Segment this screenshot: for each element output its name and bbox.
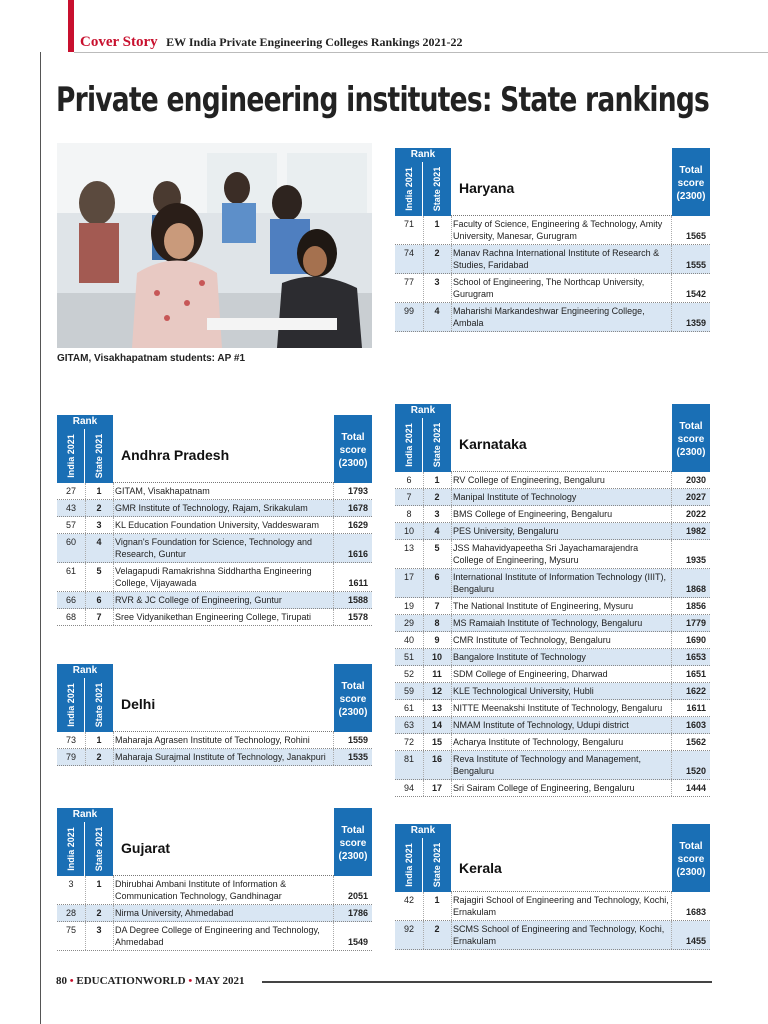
total-score: 2022 bbox=[685, 509, 706, 519]
total-score: 1444 bbox=[685, 783, 706, 793]
state-rank: 5 bbox=[434, 543, 440, 553]
total-score: 1622 bbox=[685, 686, 706, 696]
india-2021-header: India 2021 bbox=[395, 418, 423, 472]
section-name: Cover Story bbox=[80, 34, 158, 50]
state-name: Gujarat bbox=[121, 840, 171, 856]
total-score: 1565 bbox=[685, 231, 706, 241]
footer-separator: • bbox=[188, 975, 193, 987]
total-score: 1856 bbox=[685, 601, 706, 611]
state-rank: 2 bbox=[434, 924, 440, 934]
rank-header: Rank bbox=[395, 404, 451, 418]
total-score-header: Total score (2300) bbox=[672, 404, 710, 472]
total-score-header: Total score (2300) bbox=[672, 148, 710, 216]
section-header bbox=[80, 33, 463, 51]
india-rank: 75 bbox=[65, 925, 76, 935]
header-rule bbox=[74, 52, 768, 53]
table-row bbox=[395, 569, 710, 598]
table-body bbox=[57, 732, 372, 766]
table-header bbox=[395, 838, 710, 892]
state-rank: 3 bbox=[434, 277, 440, 287]
state-rank: 1 bbox=[434, 475, 440, 485]
rank-header: Rank bbox=[57, 664, 113, 678]
state-name: Haryana bbox=[459, 180, 515, 196]
institute-name: Bangalore Institute of Technology bbox=[453, 652, 586, 662]
table-row bbox=[395, 274, 710, 303]
state-rank: 3 bbox=[96, 520, 102, 530]
institute-name: Rajagiri School of Engineering and Technology, Kochi, Ernakulam bbox=[453, 895, 669, 917]
india-rank: 40 bbox=[403, 635, 414, 645]
total-score: 1542 bbox=[685, 289, 706, 299]
table-row bbox=[57, 500, 372, 517]
header-accent-bar bbox=[68, 0, 74, 52]
state-rank: 6 bbox=[96, 595, 102, 605]
rank-header: Rank bbox=[57, 808, 113, 822]
total-score-header: Total score (2300) bbox=[672, 824, 710, 892]
institute-name: KL Education Foundation University, Vaddeswaram bbox=[115, 520, 319, 530]
state-2021-header: State 2021 bbox=[85, 822, 113, 876]
institute-name: MS Ramaiah Institute of Technology, Bengaluru bbox=[453, 618, 643, 628]
total-score: 1555 bbox=[685, 260, 706, 270]
institute-name: Manipal Institute of Technology bbox=[453, 492, 577, 502]
total-score: 1562 bbox=[685, 737, 706, 747]
state-rank: 1 bbox=[96, 486, 102, 496]
total-score: 1603 bbox=[685, 720, 706, 730]
state-rank: 13 bbox=[431, 703, 442, 713]
total-score: 1559 bbox=[347, 735, 368, 745]
state-rank: 10 bbox=[431, 652, 442, 662]
total-score: 1690 bbox=[685, 635, 706, 645]
magazine-name: EDUCATIONWORLD bbox=[76, 975, 186, 987]
footer-separator: • bbox=[69, 975, 74, 987]
table-row bbox=[57, 905, 372, 922]
india-rank: 19 bbox=[403, 601, 414, 611]
institute-name: Reva Institute of Technology and Management, Bengaluru bbox=[453, 754, 641, 776]
rank-header: Rank bbox=[57, 415, 113, 429]
india-rank: 57 bbox=[65, 520, 76, 530]
institute-name: School of Engineering, The Northcap University, Gurugram bbox=[453, 277, 645, 299]
india-rank: 73 bbox=[65, 735, 76, 745]
total-score: 1653 bbox=[685, 652, 706, 662]
institute-name: Vignan's Foundation for Science, Technology and Research, Guntur bbox=[115, 537, 313, 559]
india-rank: 74 bbox=[403, 248, 414, 258]
state-name: Andhra Pradesh bbox=[121, 447, 230, 463]
institute-name: Maharishi Markandeshwar Engineering College, Ambala bbox=[453, 306, 645, 328]
table-row bbox=[395, 472, 710, 489]
institute-name: SDM College of Engineering, Dharwad bbox=[453, 669, 608, 679]
state-rank: 9 bbox=[434, 635, 440, 645]
state-name: Kerala bbox=[459, 860, 502, 876]
india-rank: 43 bbox=[65, 503, 76, 513]
table-row bbox=[395, 683, 710, 700]
table-header bbox=[395, 162, 710, 216]
india-rank: 79 bbox=[65, 752, 76, 762]
india-rank: 63 bbox=[403, 720, 414, 730]
state-rank: 2 bbox=[434, 492, 440, 502]
table-row bbox=[57, 592, 372, 609]
state-rank: 14 bbox=[431, 720, 442, 730]
table-header bbox=[395, 418, 710, 472]
total-score: 1455 bbox=[685, 936, 706, 946]
india-rank: 29 bbox=[403, 618, 414, 628]
india-rank: 6 bbox=[406, 475, 412, 485]
table-row bbox=[57, 749, 372, 766]
state-rank: 7 bbox=[96, 612, 102, 622]
rank-header: Rank bbox=[395, 824, 451, 838]
table-row bbox=[395, 540, 710, 569]
state-rank: 2 bbox=[434, 248, 440, 258]
total-score: 1683 bbox=[685, 907, 706, 917]
institute-name: KLE Technological University, Hubli bbox=[453, 686, 594, 696]
table-body bbox=[57, 876, 372, 951]
total-score: 2027 bbox=[685, 492, 706, 502]
table-body bbox=[395, 892, 710, 950]
institute-name: GMR Institute of Technology, Rajam, Srikakulam bbox=[115, 503, 308, 513]
table-header bbox=[57, 429, 372, 483]
table-row bbox=[57, 732, 372, 749]
india-rank: 42 bbox=[403, 895, 414, 905]
india-rank: 52 bbox=[403, 669, 414, 679]
state-rank: 1 bbox=[96, 879, 102, 889]
total-score: 1935 bbox=[685, 555, 706, 565]
state-rank: 8 bbox=[434, 618, 440, 628]
state-rank: 12 bbox=[431, 686, 442, 696]
total-score: 1651 bbox=[685, 669, 706, 679]
india-rank: 61 bbox=[65, 566, 76, 576]
state-rank: 1 bbox=[434, 895, 440, 905]
table-header bbox=[57, 822, 372, 876]
table-row bbox=[395, 892, 710, 921]
table-body bbox=[395, 216, 710, 332]
total-score: 1982 bbox=[685, 526, 706, 536]
table-row bbox=[395, 751, 710, 780]
state-rank: 6 bbox=[434, 572, 440, 582]
institute-name: GITAM, Visakhapatnam bbox=[115, 486, 210, 496]
india-rank: 59 bbox=[403, 686, 414, 696]
india-rank: 17 bbox=[403, 572, 414, 582]
india-2021-header: India 2021 bbox=[395, 838, 423, 892]
state-rank: 4 bbox=[96, 537, 102, 547]
state-rank: 15 bbox=[431, 737, 442, 747]
institute-name: Velagapudi Ramakrishna Siddhartha Engineering College, Vijayawada bbox=[115, 566, 312, 588]
india-rank: 27 bbox=[65, 486, 76, 496]
india-rank: 10 bbox=[403, 526, 414, 536]
table-row bbox=[57, 609, 372, 626]
classroom-illustration bbox=[57, 143, 372, 348]
india-rank: 99 bbox=[403, 306, 414, 316]
institute-name: Sri Sairam College of Engineering, Bengaluru bbox=[453, 783, 635, 793]
total-score: 1611 bbox=[686, 703, 706, 713]
total-score: 1549 bbox=[347, 937, 368, 947]
total-score: 1629 bbox=[347, 520, 368, 530]
table-row bbox=[395, 666, 710, 683]
total-score: 2030 bbox=[685, 475, 706, 485]
state-rank: 1 bbox=[96, 735, 102, 745]
total-score: 1535 bbox=[347, 752, 368, 762]
state-rank: 17 bbox=[431, 783, 442, 793]
state-rank: 7 bbox=[434, 601, 440, 611]
table-body bbox=[57, 483, 372, 626]
institute-name: PES University, Bengaluru bbox=[453, 526, 559, 536]
table-row bbox=[395, 245, 710, 274]
table-row bbox=[395, 717, 710, 734]
india-rank: 8 bbox=[406, 509, 412, 519]
institute-name: The National Institute of Engineering, Mysuru bbox=[453, 601, 634, 611]
institute-name: RV College of Engineering, Bengaluru bbox=[453, 475, 605, 485]
state-rank: 4 bbox=[434, 306, 440, 316]
india-rank: 51 bbox=[403, 652, 414, 662]
india-rank: 77 bbox=[403, 277, 414, 287]
state-name: Delhi bbox=[121, 696, 156, 712]
table-row bbox=[395, 216, 710, 245]
table-row bbox=[57, 876, 372, 905]
section-subtitle: EW India Private Engineering Colleges Rankings 2021-22 bbox=[166, 35, 463, 49]
institute-name: JSS Mahavidyapeetha Sri Jayachamarajendra College of Engineering, Mysuru bbox=[453, 543, 639, 565]
total-score: 1578 bbox=[347, 612, 368, 622]
table-row bbox=[395, 598, 710, 615]
total-score-header: Total score (2300) bbox=[334, 808, 372, 876]
rank-header: Rank bbox=[395, 148, 451, 162]
state-2021-header: State 2021 bbox=[423, 838, 451, 892]
india-rank: 61 bbox=[403, 703, 414, 713]
table-row bbox=[395, 303, 710, 332]
state-rank: 3 bbox=[434, 509, 440, 519]
india-rank: 94 bbox=[403, 783, 414, 793]
total-score: 1588 bbox=[347, 595, 368, 605]
page-footer bbox=[56, 975, 245, 987]
institute-name: NITTE Meenakshi Institute of Technology, Bengaluru bbox=[453, 703, 663, 713]
table-row bbox=[395, 734, 710, 751]
state-rank: 3 bbox=[96, 925, 102, 935]
table-row bbox=[395, 632, 710, 649]
institute-name: DA Degree College of Engineering and Technology, Ahmedabad bbox=[115, 925, 320, 947]
institute-name: CMR Institute of Technology, Bengaluru bbox=[453, 635, 611, 645]
table-header bbox=[57, 678, 372, 732]
state-2021-header: State 2021 bbox=[423, 162, 451, 216]
state-name: Karnataka bbox=[459, 436, 527, 452]
institute-name: Acharya Institute of Technology, Bengaluru bbox=[453, 737, 624, 747]
institute-name: Maharaja Agrasen Institute of Technology, Rohini bbox=[115, 735, 310, 745]
total-score: 1779 bbox=[685, 618, 706, 628]
issue-date: MAY 2021 bbox=[194, 975, 245, 987]
state-rank: 1 bbox=[434, 219, 440, 229]
total-score: 1520 bbox=[685, 766, 706, 776]
table-body bbox=[395, 472, 710, 797]
institute-name: NMAM Institute of Technology, Udupi district bbox=[453, 720, 629, 730]
table-row bbox=[395, 489, 710, 506]
india-rank: 68 bbox=[65, 612, 76, 622]
page-margin-rule bbox=[40, 52, 41, 1024]
total-score: 1793 bbox=[347, 486, 368, 496]
total-score: 1611 bbox=[348, 578, 368, 588]
india-rank: 13 bbox=[403, 543, 414, 553]
institute-name: Manav Rachna International Institute of Research & Studies, Faridabad bbox=[453, 248, 660, 270]
india-rank: 66 bbox=[65, 595, 76, 605]
table-row bbox=[395, 615, 710, 632]
india-2021-header: India 2021 bbox=[57, 429, 85, 483]
india-2021-header: India 2021 bbox=[395, 162, 423, 216]
state-rank: 2 bbox=[96, 752, 102, 762]
india-rank: 92 bbox=[403, 924, 414, 934]
table-row bbox=[57, 922, 372, 951]
india-rank: 81 bbox=[403, 754, 414, 764]
state-rank: 4 bbox=[434, 526, 440, 536]
india-rank: 60 bbox=[65, 537, 76, 547]
table-row bbox=[395, 649, 710, 666]
table-row bbox=[57, 483, 372, 500]
page-title: Private engineering institutes: State rankings bbox=[56, 80, 710, 120]
india-rank: 7 bbox=[406, 492, 412, 502]
state-rank: 16 bbox=[431, 754, 442, 764]
total-score-header: Total score (2300) bbox=[334, 415, 372, 483]
table-row bbox=[57, 517, 372, 534]
total-score: 1678 bbox=[347, 503, 368, 513]
institute-name: BMS College of Engineering, Bengaluru bbox=[453, 509, 613, 519]
photo-caption: GITAM, Visakhapatnam students: AP #1 bbox=[57, 353, 246, 364]
institute-name: Faculty of Science, Engineering & Technology, Amity University, Manesar, Gurugram bbox=[453, 219, 663, 241]
total-score: 1868 bbox=[685, 584, 706, 594]
india-2021-header: India 2021 bbox=[57, 822, 85, 876]
india-rank: 72 bbox=[403, 737, 414, 747]
india-rank: 28 bbox=[65, 908, 76, 918]
table-row bbox=[57, 563, 372, 592]
institute-name: SCMS School of Engineering and Technology, Kochi, Ernakulam bbox=[453, 924, 665, 946]
total-score-header: Total score (2300) bbox=[334, 664, 372, 732]
table-row bbox=[395, 506, 710, 523]
footer-rule bbox=[262, 981, 712, 983]
institute-name: International Institute of Information Technology (IIIT), Bengaluru bbox=[453, 572, 666, 594]
table-row bbox=[395, 780, 710, 797]
total-score: 1616 bbox=[347, 549, 368, 559]
page-number: 80 bbox=[56, 975, 67, 987]
institute-name: Sree Vidyanikethan Engineering College, Tirupati bbox=[115, 612, 311, 622]
total-score: 1786 bbox=[347, 908, 368, 918]
table-row bbox=[395, 700, 710, 717]
table-row bbox=[395, 921, 710, 950]
state-rank: 2 bbox=[96, 908, 102, 918]
state-rank: 2 bbox=[96, 503, 102, 513]
institute-name: Maharaja Surajmal Institute of Technology, Janakpuri bbox=[115, 752, 326, 762]
institute-name: Dhirubhai Ambani Institute of Information & Communication Technology, Gandhinagar bbox=[115, 879, 287, 901]
india-rank: 3 bbox=[68, 879, 74, 889]
state-rank: 11 bbox=[432, 669, 442, 679]
table-row bbox=[57, 534, 372, 563]
table-row bbox=[395, 523, 710, 540]
institute-name: RVR & JC College of Engineering, Guntur bbox=[115, 595, 282, 605]
india-2021-header: India 2021 bbox=[57, 678, 85, 732]
students-photo bbox=[57, 143, 372, 348]
state-2021-header: State 2021 bbox=[423, 418, 451, 472]
total-score: 2051 bbox=[347, 891, 368, 901]
state-2021-header: State 2021 bbox=[85, 678, 113, 732]
state-2021-header: State 2021 bbox=[85, 429, 113, 483]
institute-name: Nirma University, Ahmedabad bbox=[115, 908, 234, 918]
india-rank: 71 bbox=[403, 219, 414, 229]
total-score: 1359 bbox=[685, 318, 706, 328]
state-rank: 5 bbox=[96, 566, 102, 576]
